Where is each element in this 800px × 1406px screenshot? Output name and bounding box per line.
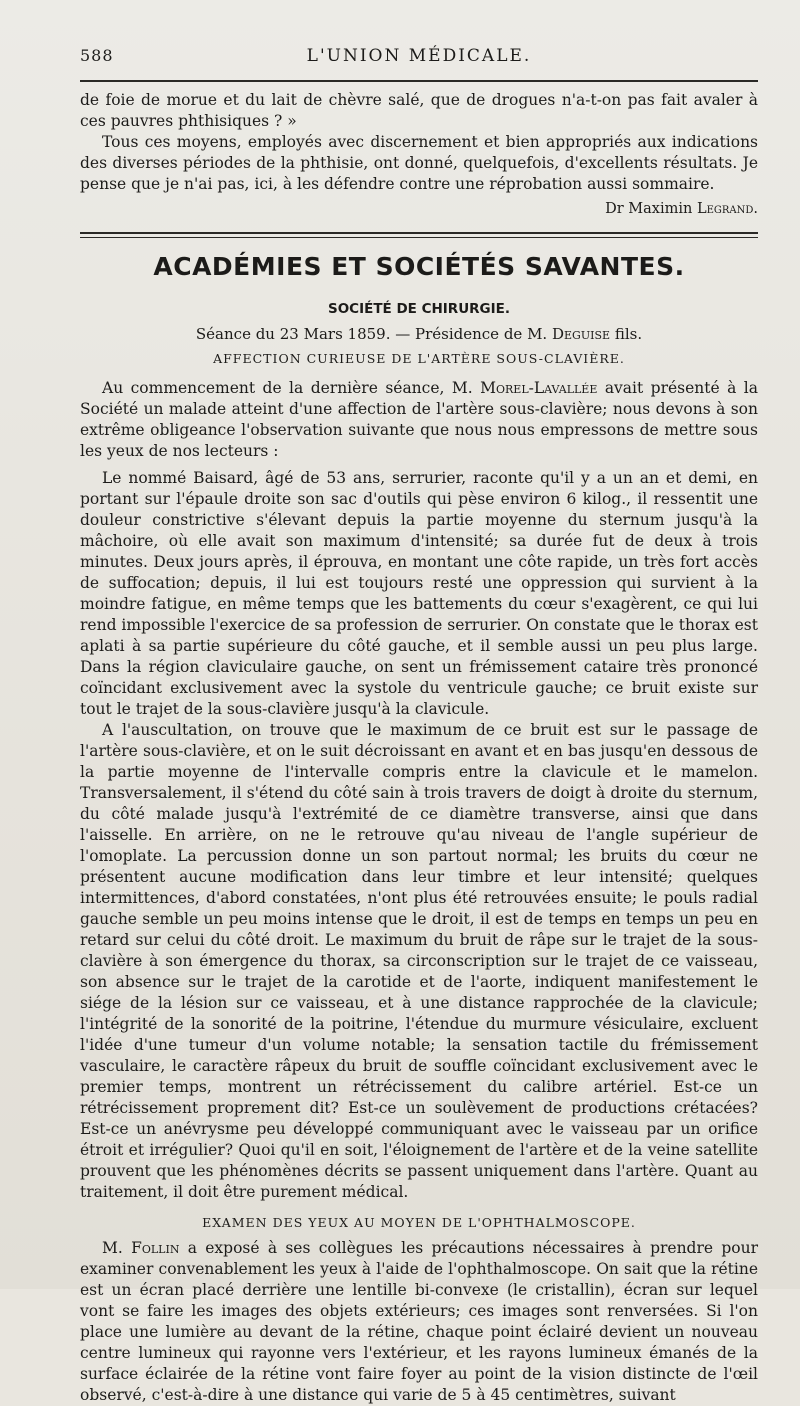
section-divider <box>80 232 758 238</box>
section-title: ACADÉMIES ET SOCIÉTÉS SAVANTES. <box>153 252 685 281</box>
seance-prefix: Séance du 23 Mars 1859. — Présidence de M. <box>195 325 548 343</box>
conclusion-paragraph: Tous ces moyens, employés avec discernement et bien appropriés aux indications des diverses périodes de la phthisie, ont donné, quelquefois, d'excellents résultats. Je pense que je n'ai pas, ici, à les défendre contre une réprobation aussi sommaire. <box>80 133 758 193</box>
signature-prefix: Dr Maximin <box>605 201 693 217</box>
society-heading: SOCIÉTÉ DE CHIRURGIE. <box>327 301 511 317</box>
president-name: Deguise <box>552 325 611 343</box>
intro-text-a: Au commencement de la dernière séance, M. <box>102 379 473 397</box>
running-head <box>80 40 758 70</box>
ophthalmoscope-paragraph <box>80 1238 758 1406</box>
article-intro-paragraph <box>80 378 758 462</box>
continued-paragraph: de foie de morue et du lait de chèvre salé, que de drogues n'a-t-on pas fait avaler à ces pauvres phthisiques ? » <box>80 91 758 130</box>
signature-name: Legrand. <box>696 201 758 217</box>
article-heading-2: EXAMEN DES YEUX AU MOYEN DE L'OPHTHALMOSCOPE. <box>202 1215 636 1230</box>
follin-name: Follin <box>131 1239 180 1257</box>
case-history-paragraph: Le nommé Baisard, âgé de 53 ans, serrurier, raconte qu'il y a un an et demi, en portant sur l'épaule droite son sac d'outils qui pèse environ 6 kilog., il ressentit une douleur constrictive s'élevant depuis la partie moyenne du sternum jusqu'à la mâchoire, où elle avait son maximum d'intensité; sa durée fut de deux à trois minutes. Deux jours après, il éprouva, en montant une côte rapide, un très fort accès de suffocation; depuis, il lui est toujours resté une oppression qui survient à la moindre fatigue, en même temps que les battements du cœur s'exagèrent, ce qui lui rend impossible l'exercice de sa profession de serrurier. On constate que le thorax est aplati à sa partie supérieure du côté gauche, et il semble aussi un peu plus large. Dans la région claviculaire gauche, on sent un frémissement cataire très prononcé coïncidant exclusivement avec la systole du ventricule gauche; ce bruit existe sur tout le trajet de la sous-clavière jusqu'à la clavicule. <box>80 469 758 718</box>
presenter-name: Morel-Lavallée <box>480 379 598 397</box>
author-signature <box>80 199 758 220</box>
header-rule <box>80 80 758 82</box>
page-number: 588 <box>80 46 114 65</box>
article-heading: AFFECTION CURIEUSE DE L'ARTÈRE SOUS-CLAVIÈRE. <box>213 351 625 366</box>
follin-text-b: a exposé à ses collègues les précautions nécessaires à prendre pour examiner convenablement les yeux à l'aide de l'ophthalmoscope. On sait que la rétine est un écran placé derrière une lentille bi-convexe (le cristallin), écran sur lequel vont se faire les images des objets extérieurs; ces images sont renversées. Si l'on place une lumière au devant de la rétine, chaque point éclairé devient un nouveau centre lumineux qui rayonne vers l'extérieur, et les rayons lumineux émanés de la surface éclairée de la rétine vont faire foyer au point de la vision distincte de l'œil observé, c'est-à-dire à une distance qui varie de 5 à 45 centimètres, suivant <box>80 1239 758 1404</box>
auscultation-paragraph: A l'auscultation, on trouve que le maximum de ce bruit est sur le passage de l'artère sous-clavière, et on le suit décroissant en avant et en bas jusqu'en dessous de la partie moyenne de l'intervalle compris entre la clavicule et le mamelon. Transversalement, il s'étend du côté sain à trois travers de doigt à droite du sternum, du côté malade jusqu'à l'extrémité de ce diamètre transverse, ainsi que dans l'aisselle. En arrière, on ne le retrouve qu'au niveau de l'angle supérieur de l'omoplate. La percussion donne un son partout normal; les bruits du cœur ne présentent aucune modification dans leur timbre et leur intensité; quelques intermittences, d'abord constatées, n'ont plus été retrouvées ensuite; le pouls radial gauche semble un peu moins intense que le droit, il est de temps en temps un peu en retard sur celui du côté droit. Le maximum du bruit de râpe sur le trajet de la sous-clavière à son émergence du thorax, sa circonscription sur le trajet de ce vaisseau, son absence sur le trajet de la carotide et de l'aorte, indiquent manifestement le siége de la lésion sur ce vaisseau, et à une distance rapprochée de la clavicule; l'intégrité de la sonorité de la poitrine, l'étendue du murmure vésiculaire, excluent l'idée d'une tumeur d'un volume notable; la sensation tactile du frémissement vasculaire, le caractère râpeux du bruit de souffle coïncidant exclusivement avec le premier temps, montrent un rétrécissement du calibre artériel. Est-ce un rétrécissement proprement dit? Est-ce un soulèvement de productions crétacées? Est-ce un anévrysme peu développé communiquant avec le vaisseau par un orifice étroit et irrégulier? Quoi qu'il en soit, l'éloignement de l'artère et de la veine satellite prouvent que les phénomènes décrits se passent uniquement dans l'artère. Quant au traitement, il doit être purement médical. <box>80 721 758 1201</box>
journal-title: L'UNION MÉDICALE. <box>306 46 532 66</box>
seance-suffix: fils. <box>614 325 643 343</box>
seance-line <box>80 325 758 343</box>
follin-text-a: M. <box>102 1239 123 1257</box>
intro-text-b: avait présenté à la Société un malade atteint d'une affection de l'artère sous-clavière; nous devons à son extrême obligeance l'observation suivante que nous nous empressons de mettre sous les yeux de nos lecteurs : <box>80 379 758 460</box>
